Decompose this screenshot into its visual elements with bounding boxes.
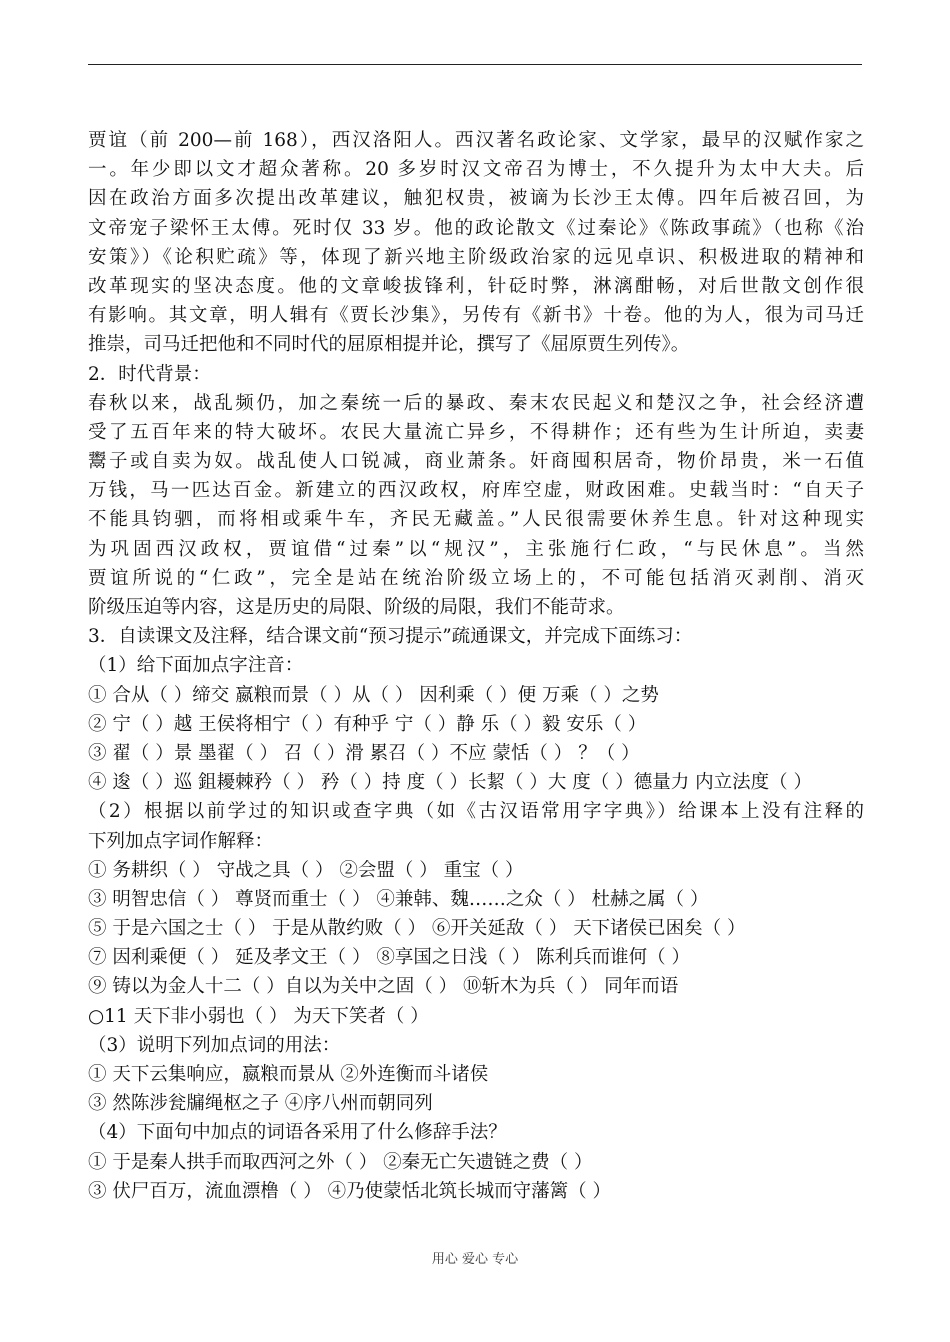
text-line: 推崇，司马迁把他和不同时代的屈原相提并论，撰写了《屈原贾生列传》。 [88, 334, 690, 356]
text-line: 因在政治方面多次提出改革建议，触犯权贵，被谪为长沙王太傅。四年后被召回，为 [88, 188, 864, 210]
text-line: 贾谊（前 200—前 168），西汉洛阳人。西汉著名政论家、文学家，最早的汉赋作家之 [88, 130, 864, 151]
text-line: ③ 然陈涉瓮牖绳枢之子 ④序八州而朝同列 [88, 1093, 433, 1115]
text-line: （1）给下面加点字注音： [88, 655, 304, 677]
text-line: 一。年少即以文才超众著称。20 多岁时汉文帝召为博士，不久提升为太中大夫。后 [88, 159, 864, 181]
text-line: （2）根据以前学过的知识或查字典（如《古汉语常用字字典》）给课本上没有注释的 [88, 801, 864, 823]
text-line: （3）说明下列加点词的用法： [88, 1034, 341, 1056]
text-line: 3．自读课文及注释，结合课文前“预习提示”疏通课文，并完成下面练习： [88, 626, 693, 648]
text-line: 为巩固西汉政权，贾谊借“过秦”以“规汉”，主张施行仁政，“与民休息”。当然 [88, 538, 864, 560]
text-line: ⑤ 于是六国之士（ ） 于是从散约败（ ） ⑥开关延敌（ ） 天下诸侯已困矣（ ） [88, 918, 746, 940]
text-line: ① 于是秦人拱手而取西河之外（ ） ②秦无亡矢遗链之费（ ） [88, 1151, 593, 1173]
text-line: 春秋以来，战乱频仍，加之秦统一后的暴政、秦末农民起义和楚汉之争，社会经济遭 [88, 392, 864, 414]
header-rule [88, 64, 862, 65]
text-line: ③ 明智忠信（ ） 尊贤而重士（ ） ④兼韩、魏……之众（ ） 杜赫之属（ ） [88, 888, 709, 910]
text-line: ② 宁（ ）越 王侯将相宁（ ）有种乎 宁（ ）静 乐（ ）毅 安乐（ ） [88, 713, 647, 735]
text-line: ③ 伏尸百万，流血漂橹（ ） ④乃使蒙恬北筑长城而守藩篱（ ） [88, 1180, 612, 1202]
text-line: ① 天下云集响应，嬴粮而景从 ②外连衡而斗诸侯 [88, 1064, 489, 1085]
text-line: 2．时代背景： [88, 363, 211, 385]
text-line: ⑦ 因利乘便（ ） 延及孝文王（ ） ⑧享国之日浅（ ） 陈利兵而谁何（ ） [88, 947, 691, 969]
text-line: 受了五百年来的特大破坏。农民大量流亡异乡，不得耕作；还有些为生计所迫，卖妻 [88, 421, 864, 443]
text-line: ③ 翟（ ）景 墨翟（ ） 召（ ）滑 累召（ ）不应 蒙恬（ ） ？（ ） [88, 742, 640, 764]
text-line: 有影响。其文章，明人辑有《贾长沙集》，另传有《新书》十卷。他的为人，很为司马迁 [88, 305, 864, 327]
text-line: 阶级压迫等内容，这是历史的局限、阶级的局限，我们不能苛求。 [88, 597, 625, 618]
text-line: ④ 逡（ ）巡 鉏耰棘矜（ ） 矜（ ）持 度（ ）长絜（ ）大 度（ ）德量力 内立法度（ ） [88, 772, 812, 794]
text-line: ① 合从（ ）缔交 嬴粮而景（ ）从（ ） 因利乘（ ）便 万乘（ ）之势 [88, 684, 659, 706]
text-line: 贾谊所说的“仁政”，完全是站在统治阶级立场上的，不可能包括消灭剥削、消灭 [88, 567, 864, 589]
text-line: ① 务耕织（ ） 守战之具（ ） ②会盟（ ） 重宝（ ） [88, 859, 524, 881]
text-line: 鬻子或自卖为奴。战乱使人口锐减，商业萧条。奸商囤积居奇，物价昂贵，米一石值 [88, 451, 864, 473]
text-line: 安策》）《论积贮疏》等，体现了新兴地主阶级政治家的远见卓识、积极进取的精神和 [88, 246, 864, 268]
page-footer: 用心 爱心 专心 [431, 1252, 519, 1267]
text-line: ○11 天下非小弱也（ ） 为天下笑者（ ） [88, 1005, 429, 1027]
text-line: 文帝宠子梁怀王太傅。死时仅 33 岁。他的政论散文《过秦论》《陈政事疏》（也称《治 [88, 217, 864, 239]
text-line: 下列加点字词作解释： [88, 830, 274, 852]
text-line: 改革现实的坚决态度。他的文章峻拔锋利，针砭时弊，淋漓酣畅，对后世散文创作很 [88, 275, 864, 297]
text-line: ⑨ 铸以为金人十二（ ）自以为关中之固（ ） ⑩斩木为兵（ ） 同年而语 [88, 976, 679, 998]
text-line: 不能具钧驷，而将相或乘牛车，齐民无藏盖。”人民很需要休养生息。针对这种现实 [88, 509, 864, 531]
text-line: 万钱，马一匹达百金。新建立的西汉政权，府库空虚，财政困难。史载当时：“自天子 [88, 480, 864, 502]
text-line: （4）下面句中加点的词语各采用了什么修辞手法？ [88, 1122, 507, 1144]
document-body [88, 126, 864, 1206]
